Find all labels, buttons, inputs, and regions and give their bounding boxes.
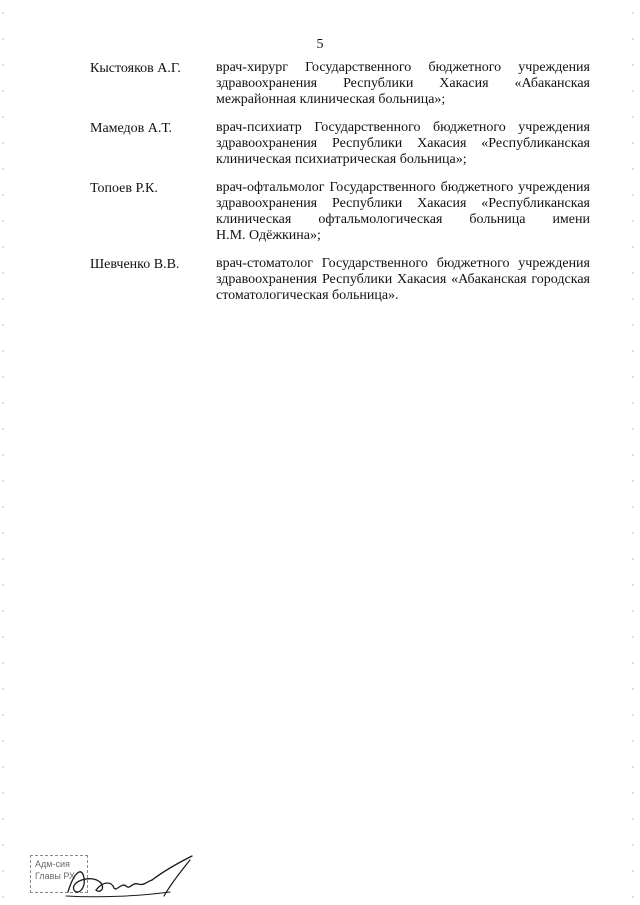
stamp-line: Адм-сия bbox=[35, 859, 70, 869]
description-line: здравоохранения Республики Хакасия «Абаканская bbox=[216, 76, 590, 91]
entry-mamedov bbox=[90, 120, 590, 168]
entry-description bbox=[216, 120, 590, 168]
description-line: врач-стоматолог Государственного бюджетного учреждения bbox=[216, 256, 590, 271]
description-line: стоматологическая больница». bbox=[216, 288, 399, 303]
description-line: здравоохранения Республики Хакасия «Республиканская bbox=[216, 136, 590, 151]
entry-name: Кыстояков А.Г. bbox=[90, 61, 181, 76]
description-line: Н.М. Одёжкина»; bbox=[216, 228, 321, 243]
description-line: врач-офтальмолог Государственного бюджетного учреждения bbox=[216, 180, 590, 195]
scan-margin-left bbox=[2, 0, 4, 905]
entry-shevchenko bbox=[90, 256, 590, 304]
entry-description bbox=[216, 256, 590, 304]
stamp-line: Главы РХ bbox=[35, 871, 75, 881]
description-line: клиническая офтальмологическая больница имени bbox=[216, 212, 590, 227]
entry-description bbox=[216, 60, 590, 108]
description-line: межрайонная клиническая больница»; bbox=[216, 92, 446, 107]
description-line: врач-психиатр Государственного бюджетного учреждения bbox=[216, 120, 590, 135]
entry-name: Топоев Р.К. bbox=[90, 181, 158, 196]
description-line: здравоохранения Республики Хакасия «Абаканская городская bbox=[216, 272, 590, 287]
entry-name: Шевченко В.В. bbox=[90, 257, 180, 272]
entry-description bbox=[216, 180, 590, 244]
entry-name: Мамедов А.Т. bbox=[90, 121, 173, 136]
scan-margin-right bbox=[632, 0, 634, 905]
entry-topoev bbox=[90, 180, 590, 244]
page-number: 5 bbox=[316, 37, 324, 52]
entry-kystoyakov bbox=[90, 60, 590, 108]
description-line: здравоохранения Республики Хакасия «Республиканская bbox=[216, 196, 590, 211]
entries-list bbox=[90, 60, 590, 316]
description-line: врач-хирург Государственного бюджетного учреждения bbox=[216, 60, 590, 75]
description-line: клиническая психиатрическая больница»; bbox=[216, 152, 467, 167]
handwritten-signature bbox=[60, 852, 200, 902]
